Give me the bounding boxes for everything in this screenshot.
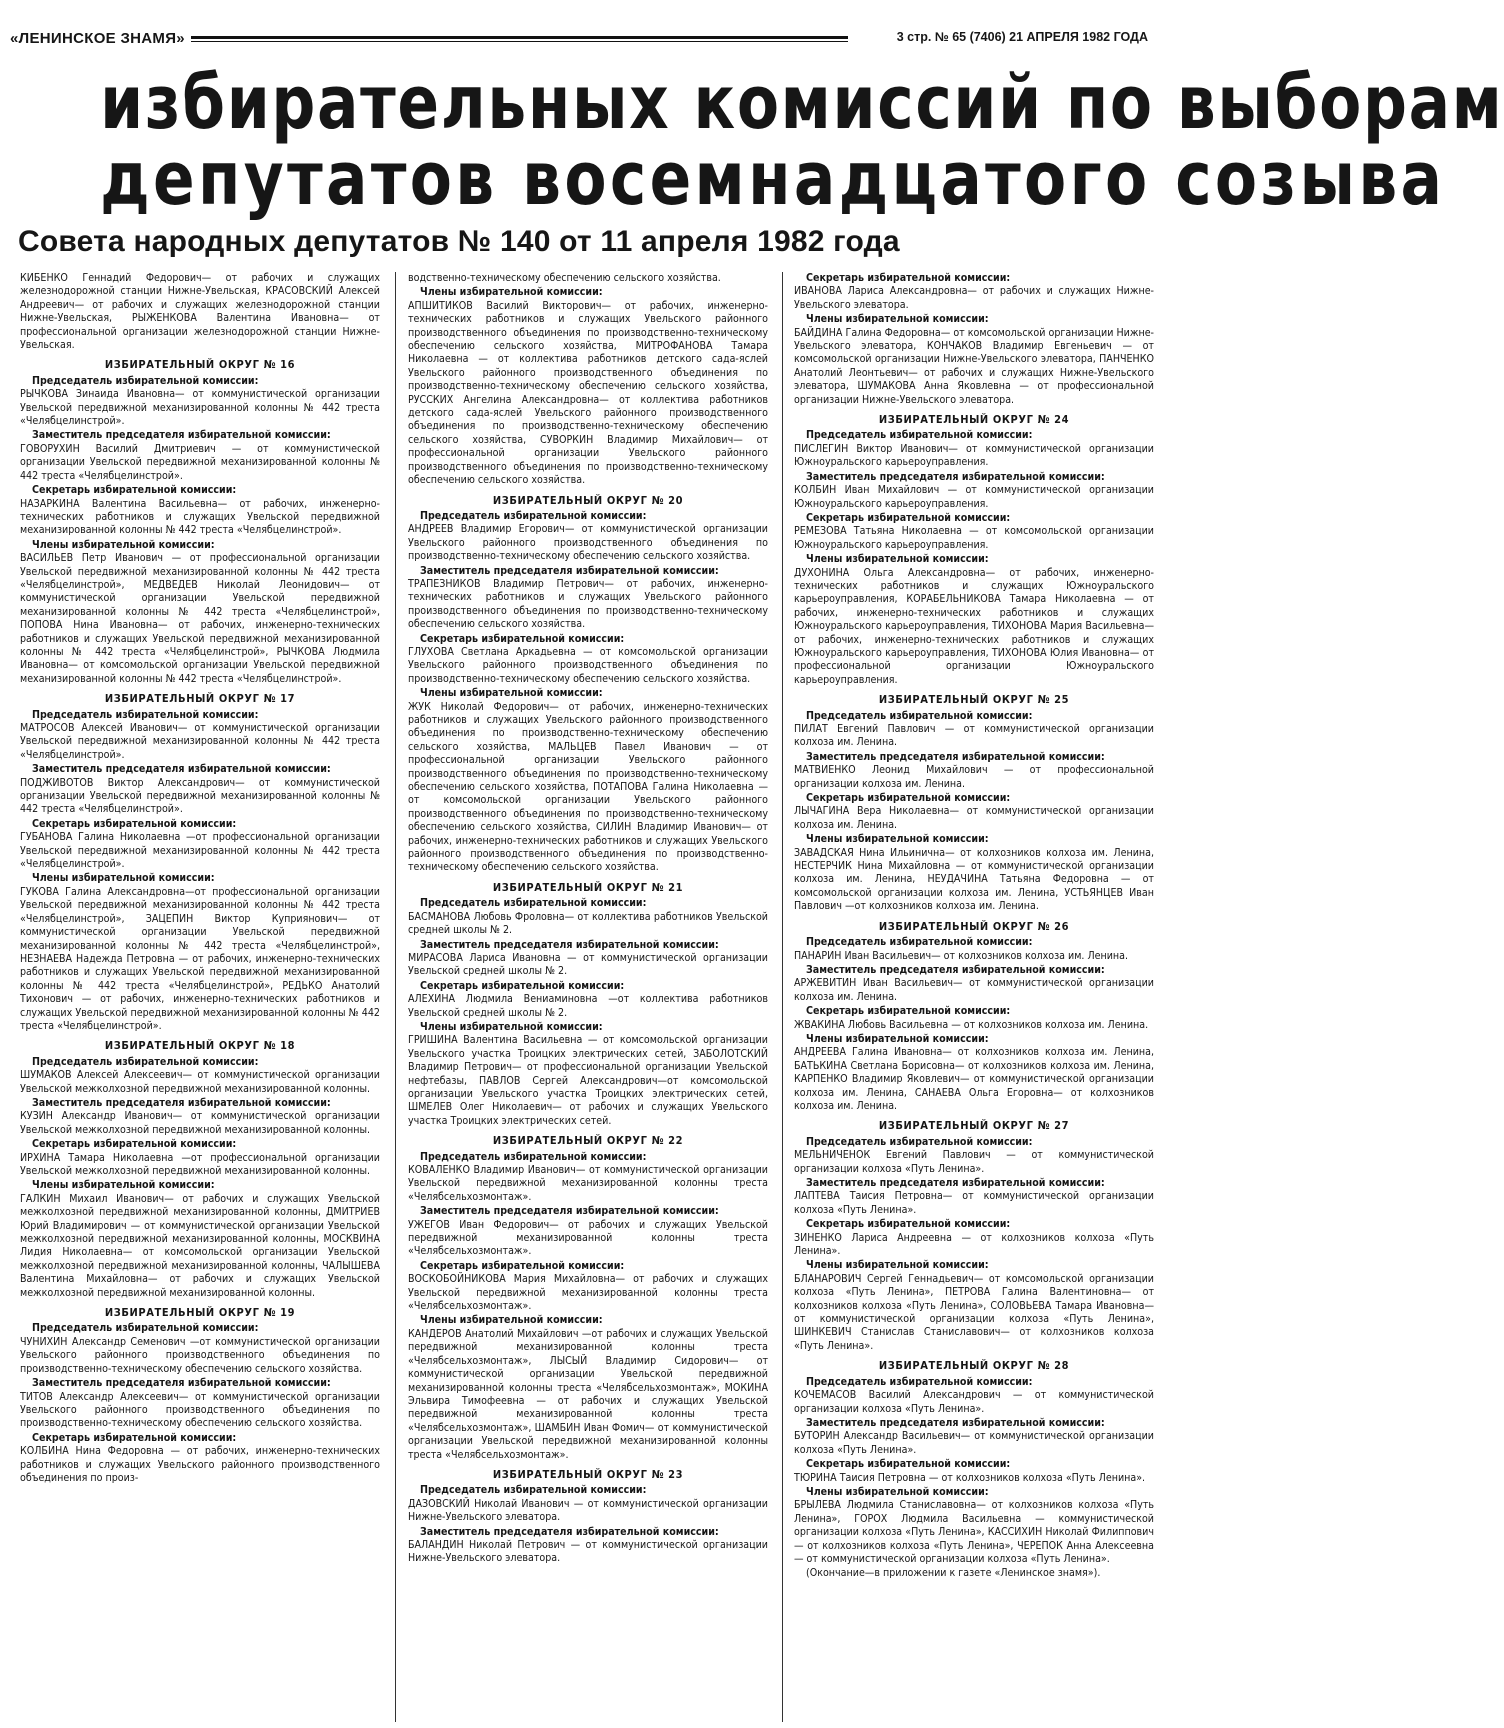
- paragraph: ЖУК Николай Федорович— от рабочих, инженерно-технических работников и служащих Увельского районного производственного объединения по производственно-техническому обеспечению сельского хозяйства, МАЛЬЦЕВ Павел Иванович — от профессиональной организации Увельского районного производственного объединения по производственно-техническому обеспечению сельского хозяйства, ПОТАПОВА Галина Николаевна —от комсомольской организации Увельского районного производственного объединения по производственно-техническому обеспечению сельского хозяйства, СИЛИН Владимир Иванович— от рабочих, инженерно-технических работников и служащих Увельского районного производственного объединения по производственно-техническому обеспечению сельского хозяйства.: [408, 700, 768, 874]
- paragraph: КОЛБИН Иван Михайлович — от коммунистической организации Южноуральского карьероуправления.: [794, 484, 1154, 510]
- paragraph: ПОДЖИВОТОВ Виктор Александрович— от коммунистической организации Увельской передвижной механизированной колонны № 442 треста «Челябцелинстрой».: [20, 776, 380, 816]
- column-2: [408, 272, 768, 1722]
- newspaper-name: «ЛЕНИНСКОЕ ЗНАМЯ»: [10, 30, 191, 47]
- paragraph: АРЖЕВИТИН Иван Васильевич— от коммунистической организации колхоза им. Ленина.: [794, 977, 1154, 1003]
- paragraph: ТРАПЕЗНИКОВ Владимир Петрович— от рабочих, инженерно-технических работников и служащих Увельского районного производственного объединения по производственно-техническому обеспечению сельского хозяйства.: [408, 577, 768, 631]
- role-label: Члены избирательной комиссии:: [420, 687, 603, 700]
- role-label: Секретарь избирательной комиссии:: [420, 979, 625, 992]
- paragraph: ГРИШИНА Валентина Васильевна — от комсомольской организации Увельского участка Троицких электрических сетей, ЗАБОЛОТСКИЙ Владимир Петрович— от профессиональной организации Увельской нефтебазы, ПАВЛОВ Сергей Александрович—от комсомольской организации Увельского участка Троицких электрических сетей, ШМЕЛЕВ Олег Николаевич— от рабочих и служащих Увельского участка Троицких электрических сетей.: [408, 1034, 768, 1127]
- paragraph: МИРАСОВА Лариса Ивановна — от коммунистической организации Увельской средней школы № 2.: [408, 951, 768, 978]
- district-heading: ИЗБИРАТЕЛЬНЫЙ ОКРУГ № 16: [104, 358, 296, 372]
- role-label: Заместитель председателя избирательной комиссии:: [420, 1205, 719, 1218]
- subheadline: Совета народных депутатов № 140 от 11 апреля 1982 года: [18, 225, 900, 258]
- role-label: Заместитель председателя избирательной комиссии:: [32, 1096, 331, 1109]
- paragraph: ЛАПТЕВА Таисия Петровна— от коммунистической организации колхоза «Путь Ленина».: [794, 1190, 1154, 1216]
- role-label: Председатель избирательной комиссии:: [420, 897, 647, 910]
- headline-line-2: депутатов восемнадцатого созыва: [100, 136, 1446, 222]
- paragraph: АНДРЕЕВ Владимир Егорович— от коммунистической организации Увельского районного производственного объединения по производственно-техническому обеспечению сельского хозяйства.: [408, 523, 768, 563]
- paragraph: КИБЕНКО Геннадий Федорович— от рабочих и служащих железнодорожной станции Нижне-Увельская, КРАСОВСКИЙ Алексей Андреевич— от рабочих и служащих железнодорожной станции Нижне-Увельская, РЫЖЕНКОВА Валентина Ивановна— от профессиональной организации железнодорожной станции Нижне-Увельская.: [20, 272, 380, 352]
- role-label: Председатель избирательной комиссии:: [806, 1375, 1033, 1388]
- headline-line-1: избирательных комиссий по выборам: [100, 60, 1504, 146]
- paragraph: КОЧЕМАСОВ Василий Александрович — от коммунистической организации колхоза «Путь Ленина».: [794, 1389, 1154, 1415]
- district-heading: ИЗБИРАТЕЛЬНЫЙ ОКРУГ № 21: [492, 880, 684, 894]
- paragraph: ЖВАКИНА Любовь Васильевна — от колхозников колхоза им. Ленина.: [794, 1018, 1149, 1031]
- paragraph: БРЫЛЕВА Людмила Станиславовна— от колхозников колхоза «Путь Ленина», ГОРОХ Людмила Васильевна — коммунистической организации колхоза «Путь Ленина», КАССИХИН Николай Филиппович— от колхозников колхоза «Путь Ленина», ЧЕРЕПОК Анна Алексеевна — от коммунистической организации колхоза «Путь Ленина».: [794, 1499, 1154, 1565]
- role-label: Секретарь избирательной комиссии:: [420, 1259, 625, 1272]
- paragraph: АЛЕХИНА Людмила Вениаминовна —от коллектива работников Увельской средней школы № 2.: [408, 993, 768, 1019]
- role-label: Секретарь избирательной комиссии:: [806, 792, 1011, 805]
- paragraph: ГЛУХОВА Светлана Аркадьевна — от комсомольской организации Увельского районного производственного объединения по производственно-техническому обеспечению сельского хозяйства.: [408, 645, 768, 685]
- role-label: Секретарь избирательной комиссии:: [420, 632, 625, 645]
- role-label: Секретарь избирательной комиссии:: [32, 817, 237, 830]
- role-label: Председатель избирательной комиссии:: [806, 1135, 1033, 1148]
- paragraph: ИВАНОВА Лариса Александровна— от рабочих и служащих Нижне-Увельского элеватора.: [794, 285, 1154, 311]
- role-label: Секретарь избирательной комиссии:: [806, 511, 1011, 524]
- column-divider: [782, 272, 783, 1722]
- paragraph: ТИТОВ Александр Алексеевич— от коммунистической организации Увельского районного производственного объединения по производственно-техническому обеспечению сельского хозяйства.: [20, 1390, 380, 1430]
- column-3: [794, 272, 1154, 1722]
- paragraph: ГУКОВА Галина Александровна—от профессиональной организации Увельской передвижной механизированной колонны № 442 треста «Челябцелинстрой», ЗАЦЕПИН Виктор Куприянович— от коммунистической организации Увельской передвижной механизированной колонны № 442 треста «Челябцелинстрой», НЕЗНАЕВА Надежда Петровна — от рабочих, инженерно-технических работников и служащих Увельской передвижной механизированной колонны № 442 треста «Челябцелинстрой», РЕДЬКО Анатолий Тихонович — от рабочих, инженерно-технических работников и служащих Увельской передвижной механизированной колонны № 442 треста «Челябцелинстрой».: [20, 885, 380, 1032]
- role-label: Заместитель председателя избирательной комиссии:: [32, 763, 331, 776]
- paragraph: ГОВОРУХИН Василий Дмитриевич — от коммунистической организации Увельской передвижной механизированной колонны № 442 треста «Челябцелинстрой».: [20, 442, 380, 482]
- role-label: Председатель избирательной комиссии:: [806, 709, 1033, 722]
- role-label: Заместитель председателя избирательной комиссии:: [32, 429, 331, 442]
- paragraph: КУЗИН Александр Иванович— от коммунистической организации Увельской межколхозной передвижной механизированной колонны.: [20, 1110, 380, 1136]
- paragraph: КОЛБИНА Нина Федоровна — от рабочих, инженерно-технических работников и служащих Увельского районного производственного объединения по произ-: [20, 1445, 380, 1484]
- paragraph: ВАСИЛЬЕВ Петр Иванович — от профессиональной организации Увельской передвижной механизированной колонны № 442 треста «Челябцелинстрой», МЕДВЕДЕВ Николай Леонидович— от коммунистической организации Увельской передвижной механизированной колонны № 442 треста «Челябцелинстрой», ПОПОВА Нина Ивановна— от рабочих, инженерно-технических работников и служащих Увельской передвижной механизированной колонны № 442 треста «Челябцелинстрой», РЫЧКОВА Людмила Ивановна— от комсомольской организации Увельской передвижной механизированной колонны № 442 треста «Челябцелинстрой».: [20, 552, 380, 685]
- district-heading: ИЗБИРАТЕЛЬНЫЙ ОКРУГ № 20: [492, 493, 684, 507]
- paragraph: УЖЕГОВ Иван Федорович— от рабочих и служащих Увельской передвижной механизированной колонны треста «Челябсельхозмонтаж».: [408, 1218, 768, 1258]
- role-label: Председатель избирательной комиссии:: [32, 708, 259, 721]
- district-heading: ИЗБИРАТЕЛЬНЫЙ ОКРУГ № 22: [492, 1134, 684, 1148]
- role-label: Председатель избирательной комиссии:: [806, 429, 1033, 442]
- role-label: Секретарь избирательной комиссии:: [806, 1458, 1011, 1471]
- district-heading: ИЗБИРАТЕЛЬНЫЙ ОКРУГ № 18: [104, 1039, 296, 1053]
- issue-info: 3 стр. № 65 (7406) 21 АПРЕЛЯ 1982 ГОДА: [891, 30, 1148, 44]
- role-label: Заместитель председателя избирательной комиссии:: [806, 963, 1105, 976]
- role-label: Секретарь избирательной комиссии:: [806, 272, 1011, 284]
- paragraph: ПАНАРИН Иван Васильевич— от колхозников колхоза им. Ленина.: [794, 949, 1129, 962]
- role-label: Члены избирательной комиссии:: [32, 538, 215, 551]
- paragraph: ДАЗОВСКИЙ Николай Иванович — от коммунистической организации Нижне-Увельского элеватора.: [408, 1497, 768, 1524]
- role-label: Заместитель председателя избирательной комиссии:: [420, 564, 719, 577]
- role-label: Члены избирательной комиссии:: [806, 833, 989, 846]
- paragraph: ТЮРИНА Таисия Петровна — от колхозников колхоза «Путь Ленина».: [794, 1471, 1146, 1484]
- paragraph: РЫЧКОВА Зинаида Ивановна— от коммунистической организации Увельской передвижной механизированной колонны № 442 треста «Челябцелинстрой».: [20, 388, 380, 428]
- paragraph: ДУХОНИНА Ольга Александровна— от рабочих, инженерно-технических работников и служащих Южноуральского карьероуправления, КОРАБЕЛЬНИКОВА Тамара Николаевна — от рабочих, инженерно-технических работников и служащих Южноуральского карьероуправления, ТИХОНОВА Мария Васильевна—от рабочих, инженерно-технических работников и служащих Южноуральского карьероуправления, ТИХОНОВА Юлия Ивановна— от профессиональной организации Южноуральского карьероуправления.: [794, 566, 1154, 686]
- role-label: Заместитель председателя избирательной комиссии:: [32, 1377, 331, 1390]
- role-label: Секретарь избирательной комиссии:: [806, 1218, 1011, 1231]
- paragraph: ШУМАКОВ Алексей Алексеевич— от коммунистической организации Увельской межколхозной передвижной механизированной колонны.: [20, 1069, 380, 1095]
- column-1: [20, 272, 380, 1722]
- paragraph: МАТВИЕНКО Леонид Михайлович — от профессиональной организации колхоза им. Ленина.: [794, 764, 1154, 790]
- role-label: Члены избирательной комиссии:: [420, 1020, 603, 1033]
- role-label: Члены избирательной комиссии:: [420, 1314, 603, 1327]
- paragraph: ЗИНЕНКО Лариса Андреевна — от колхозников колхоза «Путь Ленина».: [794, 1231, 1154, 1258]
- role-label: Заместитель председателя избирательной комиссии:: [420, 1525, 719, 1538]
- role-label: Секретарь избирательной комиссии:: [32, 484, 237, 497]
- article-columns: [20, 272, 1160, 1722]
- role-label: Председатель избирательной комиссии:: [420, 1484, 647, 1497]
- paragraph: ВОСКОБОЙНИКОВА Мария Михайловна— от рабочих и служащих Увельской передвижной механизированной колонны треста «Челябсельхозмонтаж».: [408, 1273, 768, 1313]
- district-heading: ИЗБИРАТЕЛЬНЫЙ ОКРУГ № 24: [878, 413, 1070, 427]
- paragraph: АПШИТИКОВ Василий Викторович— от рабочих, инженерно-технических работников и служащих Увельского районного производственного объединения по производственно-техническому обеспечению сельского хозяйства, МИТРОФАНОВА Тамара Николаевна — от коллектива работников детского сада-яслей Увельского районного производственного объединения по производственно-техническому обеспечению сельского хозяйства, РУССКИХ Ангелина Александровна— от коллектива работников детского сада-яслей Увельского районного производственного объединения по производственно-техническому обеспечению сельского хозяйства, СУВОРКИН Владимир Михайлович— от профессиональной организации Увельского районного производственного объединения по производственно-техническому обеспечению сельского хозяйства.: [408, 299, 768, 487]
- role-label: Заместитель председателя избирательной комиссии:: [806, 1416, 1105, 1429]
- paragraph: РЕМЕЗОВА Татьяна Николаевна — от комсомольской организации Южноуральского карьероуправления.: [794, 525, 1154, 551]
- paragraph: БАЙДИНА Галина Федоровна— от комсомольской организации Нижне-Увельского элеватора, КОНЧАКОВ Владимир Евгеньевич — от комсомольской организации Нижне-Увельского элеватора, ПАНЧЕНКО Анатолий Леонтьевич— от рабочих и служащих Нижне-Увельского элеватора, ШУМАКОВА Анна Яковлевна — от профессиональной организации Нижне-Увельского элеватора.: [794, 326, 1154, 406]
- paragraph: ЗАВАДСКАЯ Нина Ильинична— от колхозников колхоза им. Ленина, НЕСТЕРЧИК Нина Михайловна — от коммунистической организации колхоза им. Ленина, НЕУДАЧИНА Татьяна Федоровна — от комсомольской организации колхоза им. Ленина, УСТЬЯНЦЕВ Иван Павлович —от колхозников колхоза им. Ленина.: [794, 846, 1154, 913]
- role-label: Председатель избирательной комиссии:: [420, 509, 647, 522]
- paragraph: КОВАЛЕНКО Владимир Иванович— от коммунистической организации Увельской передвижной механизированной колонны треста «Челябсельхозмонтаж».: [408, 1164, 768, 1203]
- column-divider: [395, 272, 396, 1722]
- role-label: Председатель избирательной комиссии:: [32, 1055, 259, 1068]
- paragraph: ГАЛКИН Михаил Иванович— от рабочих и служащих Увельской межколхозной передвижной механизированной колонны, ДМИТРИЕВ Юрий Владимирович — от коммунистической организации Увельской межколхозной передвижной механизированной колонны, МОСКВИНА Лидия Николаевна— от комсомольской организации Увельской межколхозной передвижной механизированной колонны, ЧАЛЫШЕВА Валентина Михайловна— от рабочих и служащих Увельской межколхозной передвижной механизированной колонны.: [20, 1192, 380, 1299]
- paragraph: ПИСЛЕГИН Виктор Иванович— от коммунистической организации Южноуральского карьероуправления.: [794, 442, 1154, 469]
- role-label: Члены избирательной комиссии:: [806, 553, 989, 566]
- district-heading: ИЗБИРАТЕЛЬНЫЙ ОКРУГ № 28: [878, 1359, 1070, 1373]
- role-label: Секретарь избирательной комиссии:: [32, 1138, 237, 1151]
- role-label: Члены избирательной комиссии:: [420, 286, 603, 299]
- district-heading: ИЗБИРАТЕЛЬНЫЙ ОКРУГ № 23: [492, 1467, 684, 1481]
- role-label: Члены избирательной комиссии:: [806, 313, 989, 326]
- role-label: Председатель избирательной комиссии:: [32, 1322, 259, 1335]
- paragraph: НАЗАРКИНА Валентина Васильевна— от рабочих, инженерно-технических работников и служащих Увельской передвижной механизированной колонны № 442 треста «Челябцелинстрой».: [20, 497, 380, 537]
- paragraph: МАТРОСОВ Алексей Иванович— от коммунистической организации Увельской передвижной механизированной колонны № 442 треста «Челябцелинстрой».: [20, 722, 380, 761]
- district-heading: ИЗБИРАТЕЛЬНЫЙ ОКРУГ № 27: [878, 1119, 1070, 1133]
- role-label: Члены избирательной комиссии:: [32, 1179, 215, 1192]
- role-label: Секретарь избирательной комиссии:: [806, 1005, 1011, 1018]
- role-label: Председатель избирательной комиссии:: [806, 936, 1033, 949]
- paragraph: БЛАНАРОВИЧ Сергей Геннадьевич— от комсомольской организации колхоза «Путь Ленина», ПЕТРОВА Галина Валентиновна— от колхозников колхоза «Путь Ленина», СОЛОВЬЕВА Тамара Ивановна— от коммунистической организации колхоза «Путь Ленина», ШИНКЕВИЧ Станислав Станиславович— от колхозников колхоза «Путь Ленина».: [794, 1272, 1154, 1352]
- paragraph: БАСМАНОВА Любовь Фроловна— от коллектива работников Увельской средней школы № 2.: [408, 910, 768, 937]
- continuation-note: (Окончание—в приложении к газете «Ленинское знамя»).: [806, 1567, 1101, 1580]
- paragraph: КАНДЕРОВ Анатолий Михайлович —от рабочих и служащих Увельской передвижной механизированной колонны треста «Челябсельхозмонтаж», ЛЫСЫЙ Владимир Сидорович— от коммунистической организации Увельской передвижной механизированной колонны треста «Челябсельхозмонтаж», МОКИНА Эльвира Тимофеевна — от рабочих и служащих Увельской передвижной механизированной колонны треста «Челябсельхозмонтаж», ШАМБИН Иван Фомич— от коммунистической организации Увельской передвижной механизированной колонны треста «Челябсельхозмонтаж».: [408, 1327, 768, 1461]
- role-label: Заместитель председателя избирательной комиссии:: [420, 938, 719, 951]
- paragraph: ЛЫЧАГИНА Вера Николаевна— от коммунистической организации колхоза им. Ленина.: [794, 805, 1154, 831]
- role-label: Председатель избирательной комиссии:: [32, 374, 259, 387]
- header-rule-thin: [160, 41, 848, 42]
- paragraph: ЧУНИХИН Александр Семенович —от коммунистической организации Увельского районного производственного объединения по производственно-техническому обеспечению сельского хозяйства.: [20, 1335, 380, 1375]
- role-label: Члены избирательной комиссии:: [806, 1032, 989, 1045]
- paragraph: ГУБАНОВА Галина Николаевна —от профессиональной организации Увельской передвижной механизированной колонны № 442 треста «Челябцелинстрой».: [20, 831, 380, 871]
- header-rule-thick: [160, 36, 848, 39]
- role-label: Заместитель председателя избирательной комиссии:: [806, 750, 1105, 763]
- paragraph: ИРХИНА Тамара Николаевна —от профессиональной организации Увельской межколхозной передвижной механизированной колонны.: [20, 1151, 380, 1177]
- district-heading: ИЗБИРАТЕЛЬНЫЙ ОКРУГ № 19: [104, 1306, 296, 1320]
- paragraph: АНДРЕЕВА Галина Ивановна— от колхозников колхоза им. Ленина, БАТЬКИНА Светлана Борисовна— от колхозников колхоза им. Ленина, КАРПЕНКО Владимир Яковлевич— от коммунистической организации колхоза им. Ленина, САНАЕВА Ольга Егоровна— от колхозников колхоза им. Ленина.: [794, 1046, 1154, 1112]
- role-label: Секретарь избирательной комиссии:: [32, 1431, 237, 1444]
- district-heading: ИЗБИРАТЕЛЬНЫЙ ОКРУГ № 26: [878, 919, 1070, 933]
- paragraph: МЕЛЬНИЧЕНОК Евгений Павлович — от коммунистической организации колхоза «Путь Ленина».: [794, 1149, 1154, 1175]
- paragraph: ПИЛАТ Евгений Павлович — от коммунистической организации колхоза им. Ленина.: [794, 723, 1154, 749]
- district-heading: ИЗБИРАТЕЛЬНЫЙ ОКРУГ № 17: [104, 692, 296, 706]
- district-heading: ИЗБИРАТЕЛЬНЫЙ ОКРУГ № 25: [878, 693, 1070, 707]
- paragraph: БУТОРИН Александр Васильевич— от коммунистической организации колхоза «Путь Ленина».: [794, 1430, 1154, 1456]
- role-label: Члены избирательной комиссии:: [806, 1485, 989, 1498]
- paragraph: водственно-техническому обеспечению сельского хозяйства.: [408, 272, 721, 284]
- paragraph: БАЛАНДИН Николай Петрович — от коммунистической организации Нижне-Увельского элеватора.: [408, 1538, 768, 1565]
- role-label: Члены избирательной комиссии:: [806, 1259, 989, 1272]
- role-label: Заместитель председателя избирательной комиссии:: [806, 1177, 1105, 1189]
- role-label: Председатель избирательной комиссии:: [420, 1150, 647, 1163]
- role-label: Члены избирательной комиссии:: [32, 872, 215, 885]
- role-label: Заместитель председателя избирательной комиссии:: [806, 470, 1105, 483]
